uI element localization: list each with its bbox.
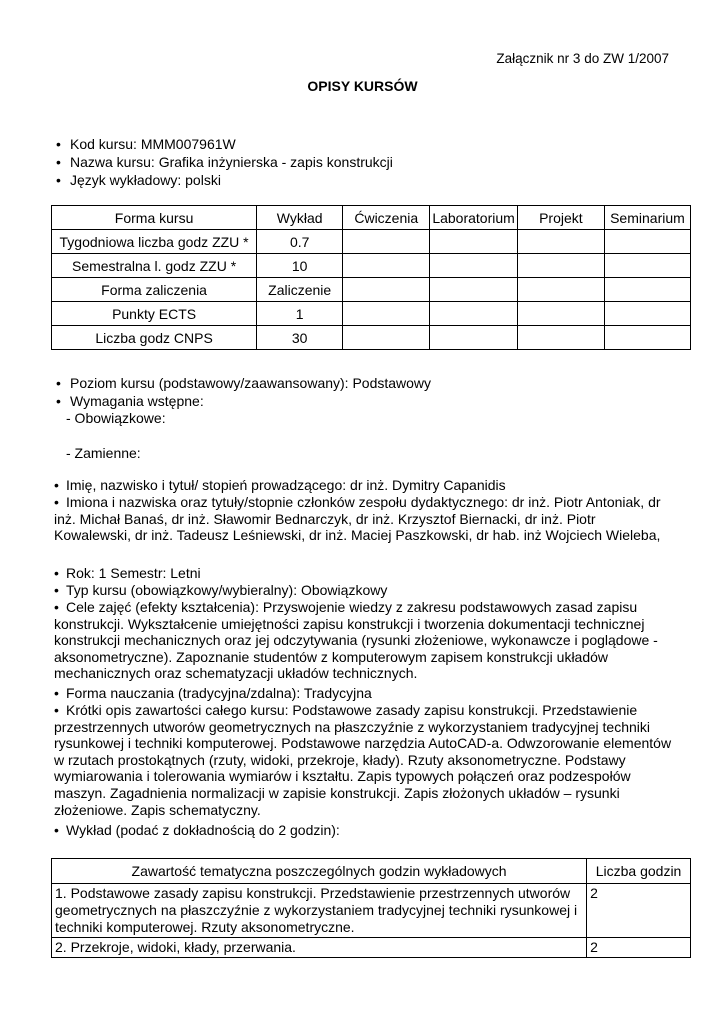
table-cell: 30 (257, 326, 343, 350)
list-item: • Wymagania wstępne: (56, 393, 204, 409)
table-cell: 2. Przekroje, widoki, kłady, przerwania. (52, 938, 587, 958)
bullet-icon: • (56, 154, 61, 170)
table-header: Liczba godzin (587, 859, 691, 884)
list-item: • Poziom kursu (podstawowy/zaawansowany): Podstawowy (56, 375, 432, 391)
table-cell (517, 254, 604, 278)
table-row (52, 938, 691, 958)
bullet-icon: • (54, 582, 59, 598)
bullet-icon: • (54, 477, 59, 493)
table-cell (343, 302, 430, 326)
table-cell (343, 326, 430, 350)
prereq-mandatory: - Obowiązkowe: (66, 410, 166, 426)
table-row (52, 302, 691, 326)
list-item: • Język wykładowy: polski (56, 172, 221, 188)
table-header: Projekt (517, 206, 604, 230)
table-header-row (52, 859, 691, 884)
table-cell: Tygodniowa liczba godz ZZU * (52, 230, 257, 254)
year-semester-text: • Rok: 1 Semestr: Letni (54, 565, 201, 581)
table-cell (604, 278, 690, 302)
goals-text: • Cele zajęć (efekty kształcenia): Przyswojenie wiedzy z zakresu podstawowych zasad zapisu konstrukcji. Wykształcenie umiejętności zapisu konstrukcji i tworzenia dokumentacji technicznej konstrukcji mechanicznych oraz jej odczytywania (rysunki złożeniowe, wykonawcze i poglądowe - aksonometryczne). Zapoznanie studentów z komputerowym zapisem konstrukcji układów mechanicznych oraz schematyzacji układów technicznych. (54, 599, 658, 682)
table-cell (517, 326, 604, 350)
table-cell: Semestralna l. godz ZZU * (52, 254, 257, 278)
table-cell: 2 (587, 938, 691, 958)
list-item: • Nazwa kursu: Grafika inżynierska - zapis konstrukcji (56, 154, 393, 170)
table-cell (517, 230, 604, 254)
table-cell: Punkty ECTS (52, 302, 257, 326)
table-header: Wykład (257, 206, 343, 230)
bullet-icon: • (56, 172, 61, 188)
bullet-icon: • (56, 393, 61, 409)
table-cell (517, 278, 604, 302)
table-cell (517, 302, 604, 326)
table-cell (604, 254, 690, 278)
table-row (52, 254, 691, 278)
table-header: Laboratorium (430, 206, 518, 230)
course-type-text: • Typ kursu (obowiązkowy/wybieralny): Obowiązkowy (54, 582, 388, 598)
table-row (52, 326, 691, 350)
table-cell (343, 254, 430, 278)
table-cell: 2 (587, 884, 691, 938)
bullet-icon: • (54, 599, 59, 615)
table-cell: Zaliczenie (257, 278, 343, 302)
table-cell: 1 (257, 302, 343, 326)
instructor-text: • Imię, nazwisko i tytuł/ stopień prowadzącego: dr inż. Dymitry Capanidis (54, 477, 506, 493)
table-cell (604, 302, 690, 326)
table-cell: 1. Podstawowe zasady zapisu konstrukcji. Przedstawienie przestrzennych utworów geometrycznych na płaszczyźnie z wykorzystaniem tradycyjnej techniki rysunkowej i techniki komputerowej. Rzuty aksonometryczne. (52, 884, 587, 938)
table-cell: 0.7 (257, 230, 343, 254)
table-header: Forma kursu (52, 206, 257, 230)
table-header: Seminarium (604, 206, 690, 230)
table-row (52, 230, 691, 254)
table-cell (430, 230, 518, 254)
bullet-icon: • (54, 685, 59, 701)
table-header-row (52, 206, 691, 230)
teaching-form-text: • Forma nauczania (tradycyjna/zdalna): Tradycyjna (54, 685, 372, 701)
table-cell (343, 230, 430, 254)
table-cell: Forma zaliczenia (52, 278, 257, 302)
bullet-icon: • (54, 702, 59, 718)
bullet-icon: • (54, 565, 59, 581)
table-header: Zawartość tematyczna poszczególnych godzin wykładowych (52, 859, 587, 884)
table-cell (430, 254, 518, 278)
table-cell: 10 (257, 254, 343, 278)
bullet-icon: • (56, 136, 61, 152)
table-row (52, 278, 691, 302)
table-cell (604, 230, 690, 254)
lecture-hours-table (51, 858, 691, 958)
table-cell (430, 278, 518, 302)
course-forms-table (51, 205, 691, 350)
table-cell: Liczba godz CNPS (52, 326, 257, 350)
table-row (52, 884, 691, 938)
list-item: • Kod kursu: MMM007961W (56, 136, 236, 152)
bullet-icon: • (54, 822, 59, 838)
table-header: Ćwiczenia (343, 206, 430, 230)
table-cell (430, 302, 518, 326)
content-summary-text: • Krótki opis zawartości całego kursu: Podstawowe zasady zapisu konstrukcji. Przedstawienie przestrzennych utworów geometrycznych na płaszczyźnie z wykorzystaniem tradycyjnej techniki rysunkowej i techniki komputerowej. Podstawowe narzędzia AutoCAD-a. Odwzorowanie elementów w rzutach prostokątnych (rzuty, widoki, przekroje, kłady). Rzuty aksonometryczne. Podstawy wymiarowania i tolerowania wymiarów i kształtu. Zapis typowych połączeń oraz podzespołów maszyn. Zagadnienia normalizacji w zapisie konstrukcji. Zapis złożonych układów – rysunki złożeniowe. Zapis schematyczny. (54, 702, 672, 818)
annex-label: Załącznik nr 3 do ZW 1/2007 (496, 51, 669, 66)
page-title: OPISY KURSÓW (307, 78, 418, 94)
bullet-icon: • (56, 375, 61, 391)
team-text: • Imiona i nazwiska oraz tytuły/stopnie członków zespołu dydaktycznego: dr inż. Piotr Antoniak, dr inż. Michał Banaś, dr inż. Sławomir Bednarczyk, dr inż. Krzysztof Biernacki, dr inż. Piotr Kowalewski, dr inż. Tadeusz Leśniewski, dr inż. Maciej Paszkowski, dr hab. inż Wojciech Wieleba, (54, 494, 661, 544)
table-cell (343, 278, 430, 302)
bullet-icon: • (54, 494, 59, 510)
lecture-heading-text: • Wykład (podać z dokładnością do 2 godzin): (54, 822, 340, 838)
table-cell (430, 326, 518, 350)
table-cell (604, 326, 690, 350)
prereq-alternative: - Zamienne: (66, 445, 141, 461)
